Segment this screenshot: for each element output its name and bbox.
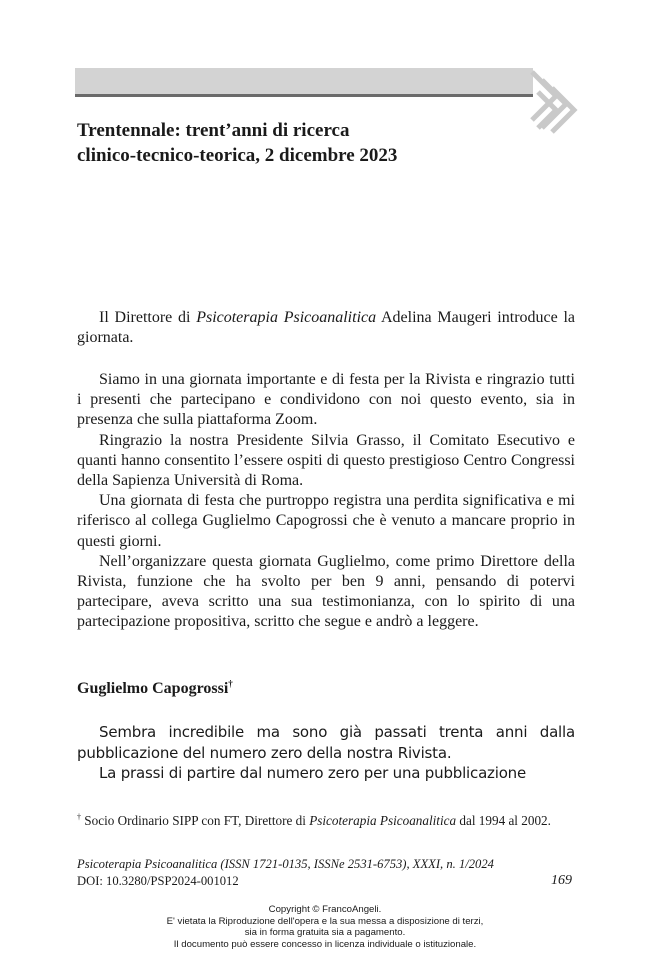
speech-body [77,370,575,633]
doi[interactable]: DOI: 10.3280/PSP2024-001012 [77,874,239,888]
page-number: 169 [551,873,572,888]
copyright-line: E' vietata la Riproduzione dell'opera e la sua messa a disposizione di terzi, [166,915,484,927]
footnote-text-after: dal 1994 al 2002. [456,813,551,828]
copyright-line: Copyright © FrancoAngeli. [268,904,382,915]
speech-paragraph: Siamo in una giornata importante e di festa per la Rivista e ringrazio tutti i presenti che partecipano e condividono con noi questo evento, sia in presenza che sulla piattaforma Zoom. [77,371,575,429]
copyright-line: Il documento può essere concesso in licenza individuale o istituzionale. [173,938,477,950]
article-title-line-2: clinico-tecnico-teorica, 2 dicembre 2023 [77,145,398,166]
copyright-notice [0,904,650,950]
speech-paragraph: Nell’organizzare questa giornata Guglielmo, come primo Direttore della Rivista, funzione che ha svolto per ben 9 anni, pensando di potervi partecipare, aveva scritto una sua testimonianza, con lo spirito di una partecipazione propositiva, scritto che segue e andrò a leggere. [77,552,575,631]
footnote [77,812,575,830]
article-title [77,118,547,168]
section-paragraph: La prassi di partire dal numero zero per una pubblicazione [99,764,527,783]
intro-paragraph [77,308,575,348]
footnote-journal-name: Psicoterapia Psicoanalitica [309,813,457,828]
speech-paragraph: Una giornata di festa che purtroppo registra una perdita significativa e mi riferisco al collega Guglielmo Capogrossi che è venuto a mancare proprio in questi giorni. [77,492,575,550]
section-body [77,722,575,784]
article-title-line-1: Trentennale: trent’anni di ricerca [77,120,350,141]
section-paragraph: Sembra incredibile ma sono già passati trenta anni dalla pubblicazione del numero zero della nostra Rivista. [77,723,575,762]
header-band [75,68,533,97]
journal-citation: Psicoterapia Psicoanalitica (ISSN 1721-0135, ISSNe 2531-6753), XXXI, n. 1/2024 [77,857,494,871]
section-heading [77,680,233,698]
journal-name: Psicoterapia Psicoanalitica [196,309,377,326]
section-heading-text: Guglielmo Capogrossi [77,680,229,697]
footnote-mark: † [77,812,81,822]
speech-paragraph: Ringrazio la nostra Presidente Silvia Grasso, il Comitato Esecutivo e quanti hanno consentito l’essere ospiti di questo prestigioso Centro Congressi della Sapienza Università di Roma. [77,431,575,490]
copyright-line: sia in forma gratuita sia a pagamento. [244,927,406,939]
intro-text-after: Adelina Maugeri introduce la giornata. [77,309,576,347]
footnote-text-before: Socio Ordinario SIPP con FT, Direttore di [81,813,310,828]
intro-text-before: Il Direttore di [99,309,197,326]
footnote-reference[interactable]: † [228,678,233,689]
